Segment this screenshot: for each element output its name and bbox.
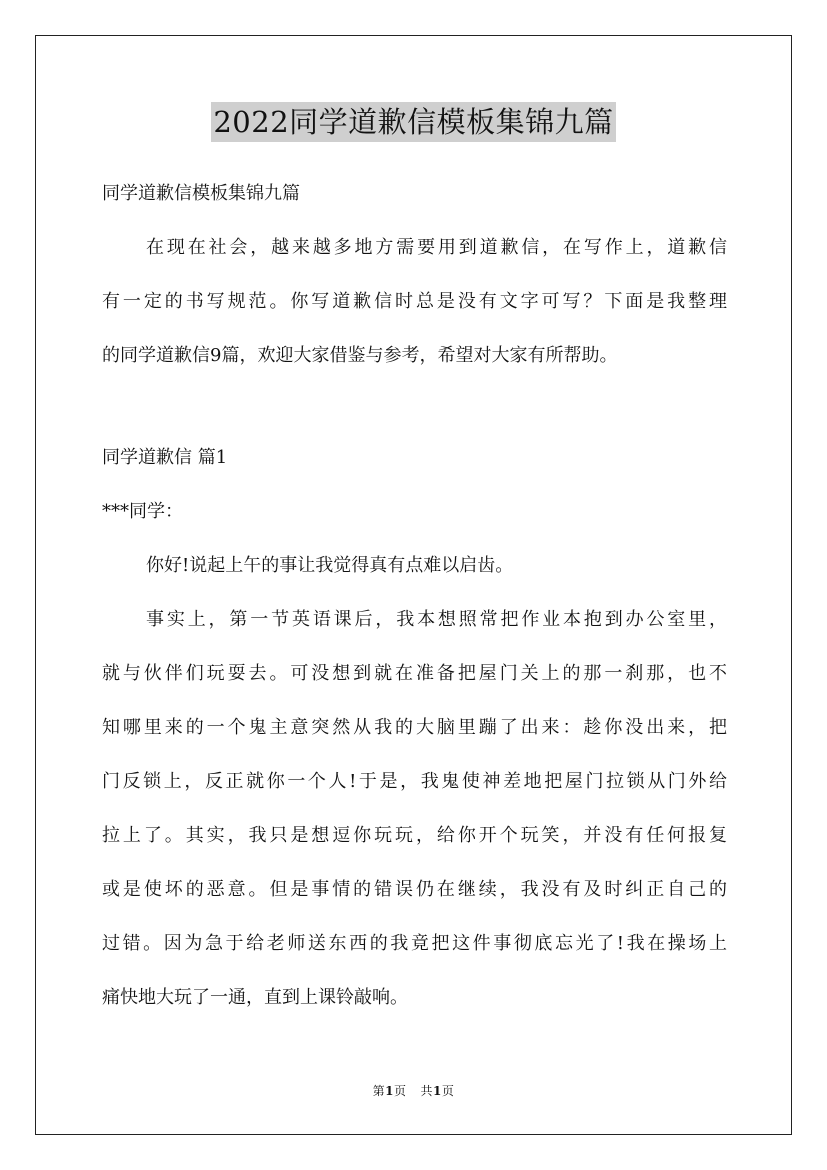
page-current: 1 [385,1084,394,1098]
document-body [102,172,727,1030]
section-heading: 同学道歉信 篇1 [102,447,228,468]
salutation: ***同学： [102,501,183,522]
page-total: 1 [433,1084,442,1098]
document-title-wrap [0,102,827,142]
body-line-5: 拉上了。其实，我只是想逗你玩玩，给你开个玩笑，并没有任何报复 [102,825,727,846]
greeting-line: 你好!说起上午的事让我觉得真有点难以启齿。 [146,555,514,576]
intro-line-1: 在现在社会，越来越多地方需要用到道歉信，在写作上，道歉信 [146,237,727,258]
body-line-2: 就与伙伴们玩耍去。可没想到就在准备把屋门关上的那一刹那，也不 [102,663,727,684]
page-suffix: 页 [393,1084,407,1098]
body-line-6: 或是使坏的恶意。但是事情的错误仍在继续，我没有及时纠正自己的 [102,879,727,900]
body-line-8: 痛快地大玩了一通，直到上课铃敲响。 [102,987,408,1008]
intro-line-3: 的同学道歉信9篇，欢迎大家借鉴与参考，希望对大家有所帮助。 [102,345,618,366]
page-prefix: 第 [372,1084,386,1098]
document-title: 2022同学道歉信模板集锦九篇 [211,102,615,142]
document-subtitle: 同学道歉信模板集锦九篇 [102,183,300,204]
page-footer [0,1082,827,1099]
body-line-3: 知哪里来的一个鬼主意突然从我的大脑里蹦了出来：趁你没出来，把 [102,717,727,738]
total-prefix: 共 [420,1084,434,1098]
total-suffix: 页 [441,1084,455,1098]
body-line-1: 事实上，第一节英语课后，我本想照常把作业本抱到办公室里， [146,609,727,630]
body-line-4: 门反锁上，反正就你一个人!于是，我鬼使神差地把屋门拉锁从门外给 [102,771,727,792]
section-spacer [102,388,727,436]
intro-line-2: 有一定的书写规范。你写道歉信时总是没有文字可写？下面是我整理 [102,291,727,312]
body-line-7: 过错。因为急于给老师送东西的我竟把这件事彻底忘光了!我在操场上 [102,933,727,954]
